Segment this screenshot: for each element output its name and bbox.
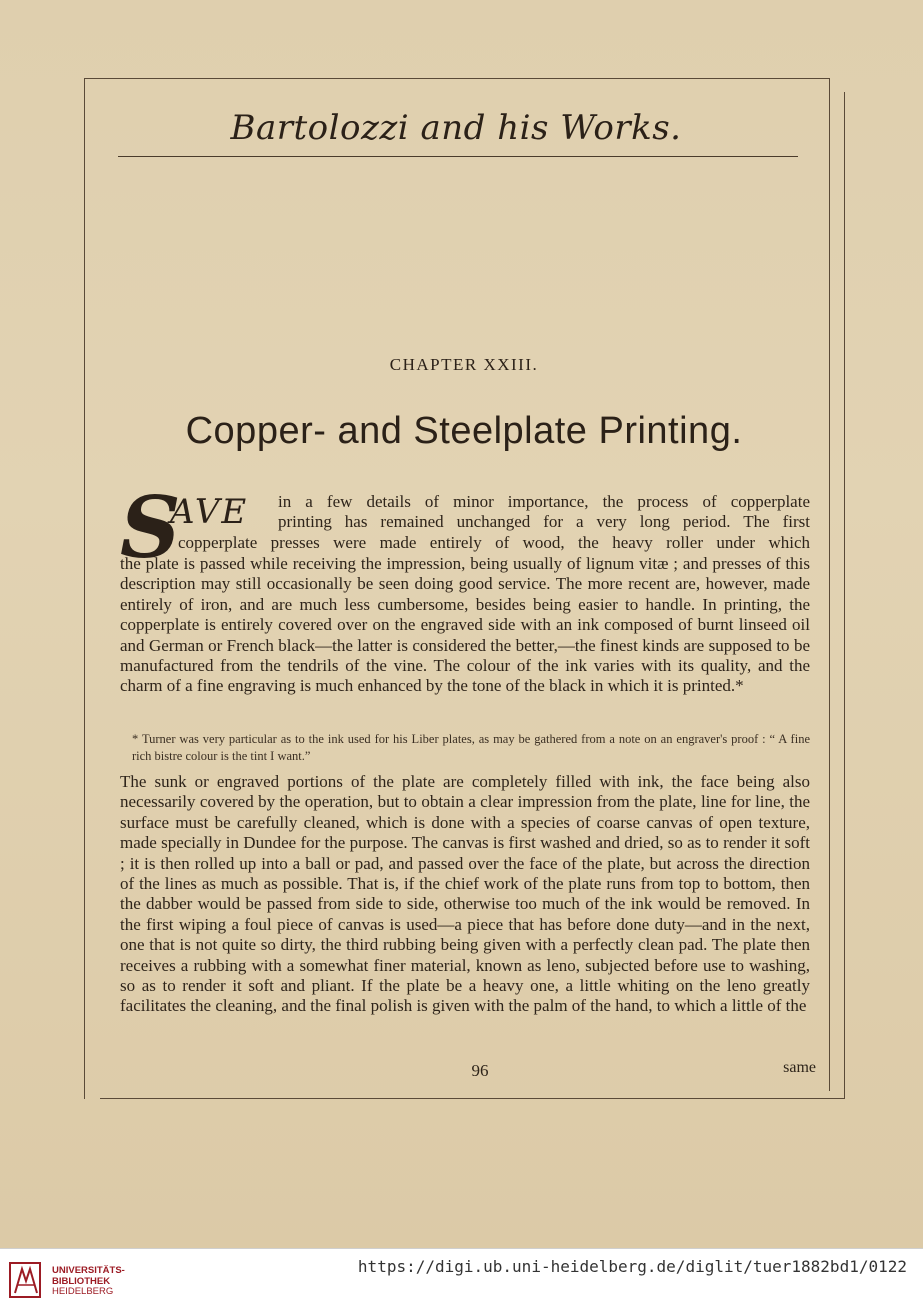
chapter-number: CHAPTER XXIII.: [389, 355, 539, 374]
library-logo-text: [52, 1266, 125, 1298]
frame-shadow-right: [844, 92, 845, 1099]
library-footer: [0, 1248, 923, 1314]
page-number: 96: [471, 1061, 489, 1080]
frame-shadow-bottom: [100, 1098, 845, 1099]
logo-line-3: HEIDELBERG: [52, 1286, 114, 1297]
chapter-title: Copper- and Steelplate Printing.: [185, 410, 743, 452]
footnote: * Turner was very particular as to the ink used for his Liber plates, as may be gathered from a note on an engraver's proof : “ A fine rich bistre colour is the tint I want.”: [132, 732, 810, 763]
drop-cap-word: AVE: [170, 492, 249, 532]
permalink-url[interactable]: https://digi.ub.uni-heidelberg.de/diglit/tuer1882bd1/0122: [357, 1257, 907, 1276]
paragraph-2: The sunk or engraved portions of the plate are completely filled with ink, the face being also necessarily covered by the operation, but to obtain a clear impression from the plate, line for line, the surface must be carefully cleaned, which is done with a species of coarse canvas of open texture, made specially in Dundee for the purpose. The canvas is first washed and dried, so as to render it soft ; it is then rolled up into a ball or pad, and passed over the face of the plate, but across the direction of the lines as much as possible. That is, if the chief work of the plate runs from top to bottom, then the dabber would be passed from side to side, otherwise too much of the ink would be removed. In the first wiping a foul piece of canvas is used—a piece that has before done duty—and in the next, one that is not quite so dirty, the third rubbing being given with a perfectly clean pad. The plate then receives a rubbing with a somewhat finer material, known as leno, subjected before use to washing, so as to render it soft and pliant. If the plate be a heavy one, a little whiting on the leno greatly facilitates the cleaning, and the final polish is given with the palm of the hand, to which a little of the: [120, 772, 810, 1016]
catchword: same: [783, 1059, 816, 1076]
frame-corner: [84, 1090, 102, 1099]
paragraph-1: the plate is passed while receiving the impression, being usually of lignum vitæ ; and presses of this description may still occasionally be seen doing good service. The more recent are, however, made entirely of iron, and are much less cumbersome, besides being easier to handle. In printing, the copperplate is entirely covered over on the engraved side with an ink composed of burnt linseed oil and German or French black—the latter is considered the better,—the finest kinds are supposed to be manufactured from the tendrils of the vine. The colour of the ink varies with its quality, and the charm of a fine engraving is much enhanced by the tone of the black in which it is printed.*: [120, 554, 810, 696]
logo-line-2: BIBLIOTHEK: [52, 1275, 111, 1287]
opening-line-2: printing has remained unchanged for a very long period. The first: [278, 512, 810, 532]
header-rule: [118, 156, 798, 157]
opening-line-1: in a few details of minor importance, the process of copperplate: [278, 492, 810, 511]
library-seal-icon: [8, 1259, 44, 1301]
drop-cap-letter: S: [120, 478, 181, 577]
opening-lines: [278, 492, 810, 533]
logo-line-1: UNIVERSITÄTS-: [52, 1265, 125, 1276]
library-logo[interactable]: [8, 1259, 128, 1305]
opening-line-3: copperplate presses were made entirely of wood, the heavy roller under which: [178, 533, 810, 552]
running-head: Bartolozzi and his Works.: [230, 108, 682, 148]
